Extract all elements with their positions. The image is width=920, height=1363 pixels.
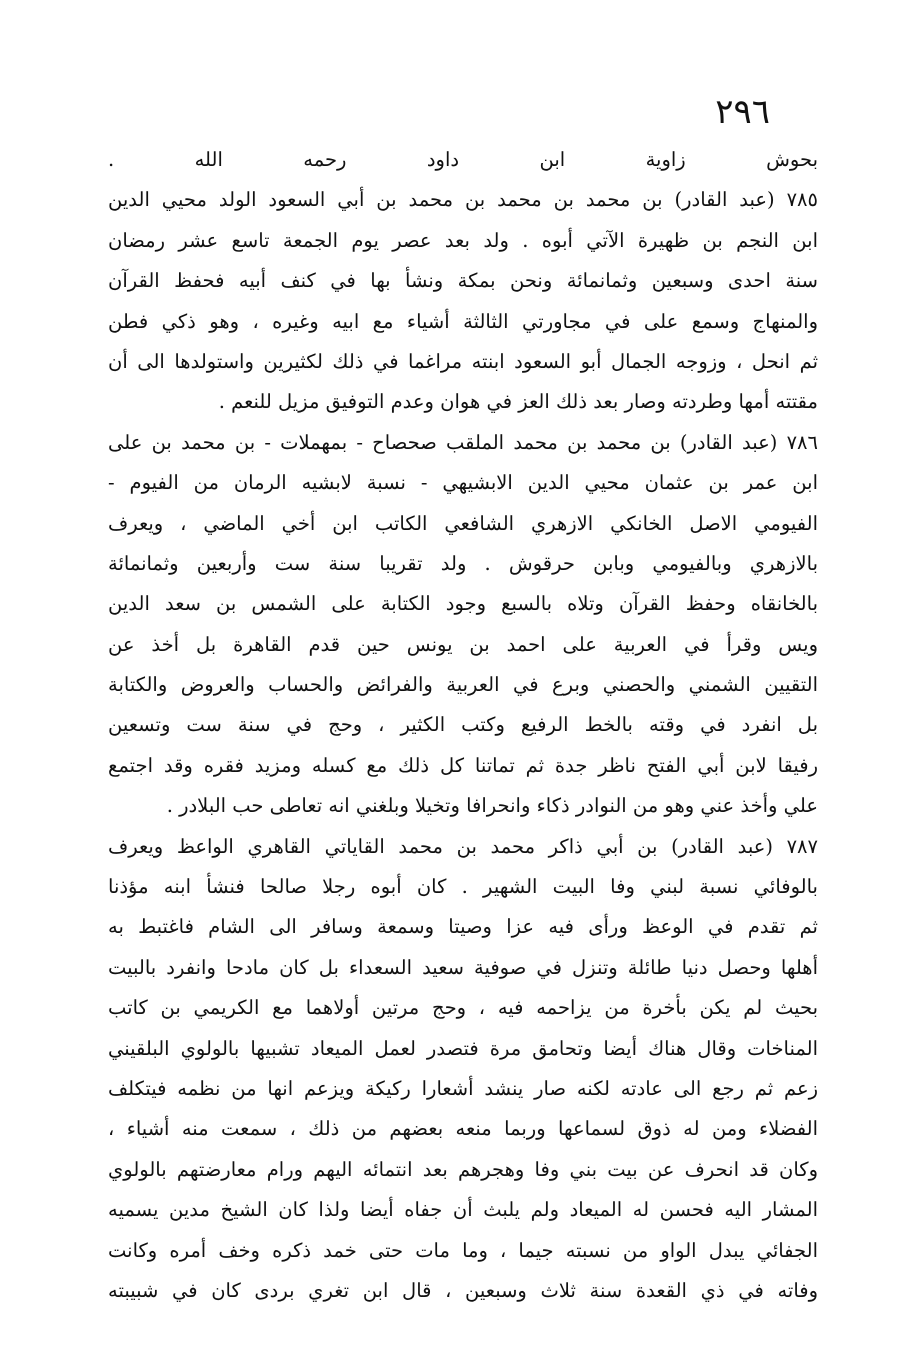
page-body-text (108, 140, 818, 1311)
text-line: سنة احدى وسبعين وثمانمائة ونحن بمكة ونشأ بها في كنف أبيه فحفظ القرآن (108, 269, 818, 293)
text-line: ٧٨٧ (عبد القادر) بن أبي ذاكر محمد بن محمد القاياتي القاهري الواعظ ويعرف (108, 834, 818, 858)
text-line: والمنهاج وسمع على في مجاورتي الثالثة أشياء مع ابيه وغيره ، وهو ذكي فطن (108, 309, 818, 333)
text-line: المشار اليه فحسن له الميعاد ولم يلبث أن جفاه أيضا ولذا كان الشيخ مدين يسميه (108, 1198, 818, 1222)
text-line: وفاته في ذي القعدة سنة ثلاث وسبعين ، قال ابن تغري بردى كان في شبيبته (108, 1278, 818, 1302)
text-line: الفضلاء ومن له ذوق لسماعها وربما منعه بعضهم من ذلك ، سمعت منه أشياء ، (108, 1117, 818, 1141)
text-line: وكان قد انحرف عن بيت بني وفا وهجرهم بعد انتمائه اليهم ورام معارضتهم بالولوي (108, 1157, 818, 1181)
text-line: التقيين الشمني والحصني وبرع في العربية والفرائض والحساب والعروض والكتابة (108, 673, 818, 697)
text-line: ٧٨٥ (عبد القادر) بن محمد بن محمد بن محمد بن أبي السعود الولد محيي الدين (108, 188, 818, 212)
page-number: ٢٩٦ (715, 92, 770, 132)
text-line: بالخانقاه وحفظ القرآن وتلاه بالسبع وجود الكتابة على الشمس بن سعد الدين (108, 592, 818, 616)
text-line: بل انفرد في وقته بالخط الرفيع وكتب الكثير ، وحج في سنة ست وتسعين (108, 713, 818, 737)
text-line: ثم انحل ، وزوجه الجمال أبو السعود ابنته مراغما في ذلك لكثيرين واستولدها الى أن (108, 349, 818, 373)
text-line: ابن عمر بن عثمان محيي الدين الابشيهي - نسبة لابشيه الرمان من الفيوم - (108, 471, 818, 495)
text-line: مقتته أمها وطردته وصار بعد ذلك العز في هوان وعدم التوفيق مزيل للنعم . (218, 390, 818, 414)
text-line: علي وأخذ عني وهو من النوادر ذكاء وانحرافا وتخيلا وبلغني انه تعاطى حب البلادر . (166, 794, 818, 818)
text-line: ابن النجم بن ظهيرة الآتي أبوه . ولد بعد عصر يوم الجمعة تاسع عشر رمضان (108, 228, 818, 252)
text-line: الجفائي يبدل الواو من نسبته جيما ، وما مات حتى خمد ذكره وخف أمره وكانت (108, 1238, 818, 1262)
text-line: زعم ثم رجع الى عادته لكنه صار ينشد أشعارا ركيكة ويزعم انها من نظمه فيتكلف (108, 1076, 818, 1100)
text-line: ويس وقرأ في العربية على احمد بن يونس حين قدم القاهرة بل أخذ عن (108, 632, 818, 656)
text-line: بالوفائي نسبة لبني وفا البيت الشهير . كان أبوه رجلا صالحا فنشأ ابنه مؤذنا (108, 875, 818, 899)
text-line: ٧٨٦ (عبد القادر) بن محمد بن محمد الملقب صحصاح - بمهملات - بن محمد بن على (108, 430, 818, 454)
text-line: ثم تقدم في الوعظ ورأى فيه عزا وصيتا وسمعة وسافر الى الشام فاغتبط به (108, 915, 818, 939)
text-line: المناخات وقال هناك أيضا وتحامق مرة فتصدر لعمل الميعاد تشبيها بالولوي البلقيني (108, 1036, 818, 1060)
text-line: الفيومي الاصل الخانكي الازهري الشافعي الكاتب ابن أخي الماضي ، ويعرف (108, 511, 818, 535)
text-line: رفيقا لابن أبي الفتح ناظر جدة ثم تماتنا كل ذلك مع كسله ومزيد فقره وقد اجتمع (108, 753, 818, 777)
text-line: أهلها وحصل دنيا طائلة وتنزل في صوفية سعيد السعداء بل كان مادحا وانفرد بالبيت (108, 955, 818, 979)
text-line: بحيث لم يكن بأخرة من يزاحمه فيه ، وحج مرتين أولاهما مع الكريمي بن كاتب (108, 996, 818, 1020)
text-line: بالازهري وبالفيومي وبابن حرقوش . ولد تقريبا سنة ست وأربعين وثمانمائة (108, 551, 818, 575)
text-line: بحوش زاوية ابن داود رحمه الله . (108, 148, 818, 171)
